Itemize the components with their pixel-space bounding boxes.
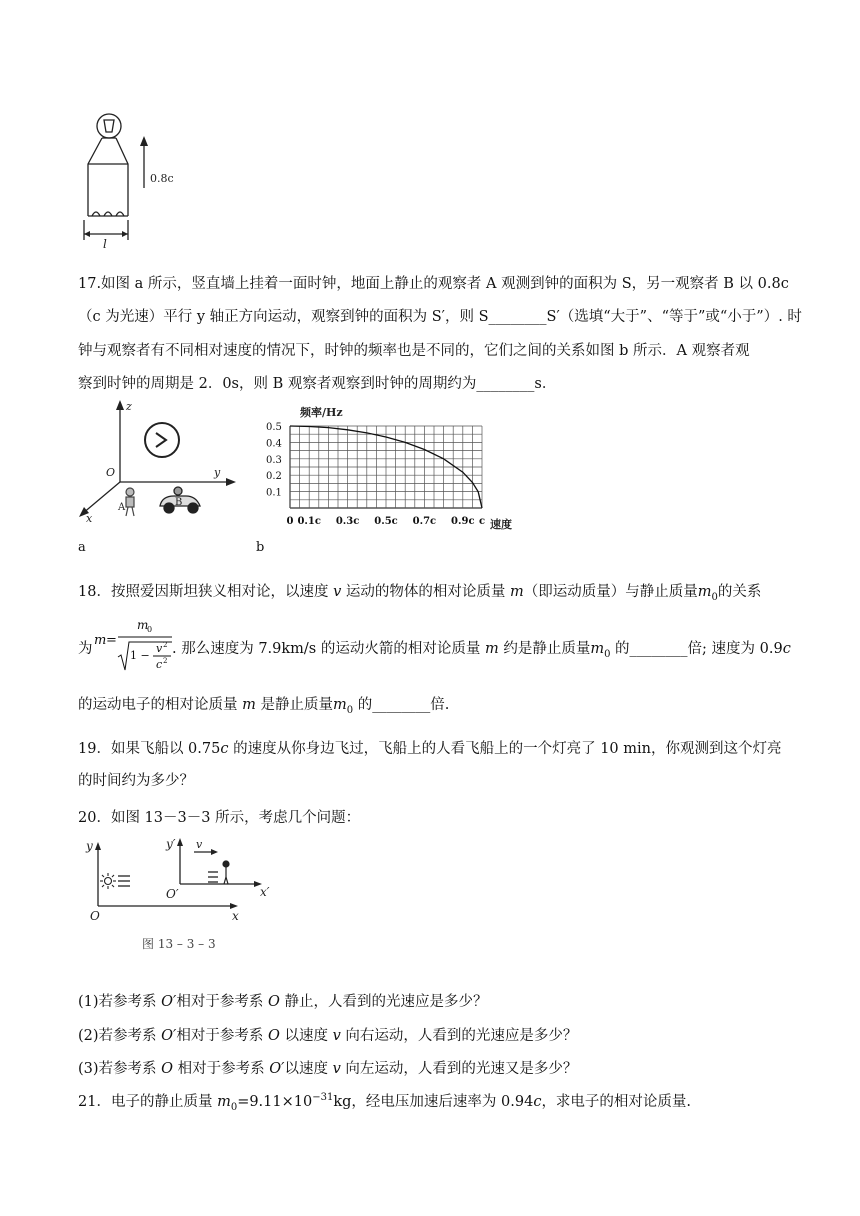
axis-y-label: y xyxy=(214,466,221,479)
figure-b-caption: b xyxy=(256,540,265,555)
chart-x-tick-label: 0.5c xyxy=(374,516,398,527)
q20-sub-3: (3)若参考系 O 相对于参考系 O′以速度 v 向左运动，人看到的光速又是多少？ xyxy=(78,1061,578,1077)
wall-clock-icon xyxy=(145,423,179,457)
observer-b-label: B xyxy=(175,497,183,508)
observer-a-label: A xyxy=(118,502,126,513)
svg-text:m: m xyxy=(94,633,107,648)
axis-x-label: x xyxy=(86,512,93,525)
rocket-figure xyxy=(76,108,186,248)
reference-frames-figure xyxy=(84,834,284,954)
svg-text:2: 2 xyxy=(163,657,168,665)
chart-x-tick-label: 0.1c xyxy=(297,516,321,527)
chart-x-tick-label: c xyxy=(478,516,486,527)
chart-y-tick-label: 0.2 xyxy=(266,471,282,483)
origin-label: O xyxy=(106,466,116,479)
svg-text:2: 2 xyxy=(163,641,168,649)
light-source-icon xyxy=(100,873,116,889)
chart-x-tick-label: 0.9c xyxy=(451,516,475,527)
svg-text:m: m xyxy=(137,618,149,632)
rocket-clock xyxy=(97,114,121,138)
axis-z-label: z xyxy=(126,400,132,413)
q20-sub-2: (2)若参考系 O′相对于参考系 O 以速度 v 向右运动，人看到的光速应是多少？ xyxy=(78,1028,578,1044)
svg-text:=: = xyxy=(106,633,117,648)
q19-line-1: 19．如果飞船以 0.75c 的速度从你身边飞过，飞船上的人看飞船上的一个灯亮了 10 min，你观测到这个灯亮 xyxy=(78,741,782,757)
q20-line-1: 20．如图 13－3－3 所示，考虑几个问题： xyxy=(78,810,361,826)
figure-13-3-3-caption: 图 13 – 3 – 3 xyxy=(142,937,216,951)
svg-text:0: 0 xyxy=(147,625,153,634)
svg-text:c: c xyxy=(156,658,163,671)
chart-y-tick-label: 0.3 xyxy=(266,454,282,466)
q20-sub-1: (1)若参考系 O′相对于参考系 O 静止，人看到的光速应是多少？ xyxy=(78,994,488,1010)
q19-line-2: 的时间约为多少？ xyxy=(78,773,194,789)
frame-o-y-label: y xyxy=(86,839,93,853)
figure-a-caption: a xyxy=(78,540,86,555)
rocket-speed-label: 0.8c xyxy=(150,172,174,185)
frame-o-prime-x-label: x′ xyxy=(260,885,270,899)
rocket-width-label: l xyxy=(103,237,107,248)
origin-o-label: O xyxy=(90,909,100,923)
chart-y-tick-label: 0.4 xyxy=(266,438,282,450)
relativistic-mass-formula xyxy=(92,612,176,674)
origin-o-prime-label: O′ xyxy=(166,887,179,901)
person-icon xyxy=(223,861,229,884)
q17-line-1: 17.如图 a 所示，竖直墙上挂着一面时钟，地面上静止的观察者 A 观测到钟的面积为 S，另一观察者 B 以 0.8c xyxy=(78,276,789,292)
svg-text:1 −: 1 − xyxy=(130,649,150,662)
q17-line-4: 察到时钟的周期是 2．0s，则 B 观察者观察到时钟的周期约为________s． xyxy=(78,376,557,392)
q21-line: 21．电子的静止质量 $m_0=9.11\times 10^{-31}kg$，经电压加速后速率为 0.94c，求电子的相对论质量. xyxy=(78,1092,692,1113)
q18-line-3: 的运动电子的相对论质量 m 是静止质量$m_0$ 的________倍. xyxy=(78,697,450,716)
q17-line-3: 钟与观察者有不同相对速度的情况下，时钟的频率也是不同的，它们之间的关系如图 b 所示．A 观察者观 xyxy=(78,343,750,359)
chart-y-tick-label: 0.5 xyxy=(266,422,282,433)
frame-o-prime-y-label: y′ xyxy=(166,837,176,851)
chart-y-axis-label: 频率/Hz xyxy=(300,406,343,419)
frequency-speed-chart xyxy=(256,400,526,536)
q18-line-2: . 那么速度为 7.9km/s 的运动火箭的相对论质量 m 约是静止质量$m_0$ 的________倍; 速度为 0.9c xyxy=(172,641,791,660)
frame-o-x-label: x xyxy=(232,909,239,923)
chart-x-tick-label: 0.7c xyxy=(412,516,437,527)
chart-x-tick-label: 0.3c xyxy=(335,516,360,527)
observer-a-icon xyxy=(126,488,134,516)
chart-x-axis-label: 速度 xyxy=(490,518,512,531)
chart-y-tick-label: 0.1 xyxy=(266,487,282,499)
q18-line-1: 18．按照爱因斯坦狭义相对论，以速度 v 运动的物体的相对论质量 m（即运动质量）与静止质量$m_0$的关系 xyxy=(78,584,762,603)
q17-line-2: （c 为光速）平行 y 轴正方向运动，观察到钟的面积为 S′，则 S________S′（选填“大于”、“等于”或“小于”）. 时 xyxy=(78,309,802,325)
velocity-v-label: v xyxy=(196,838,203,851)
velocity-arrow-icon xyxy=(140,136,148,146)
chart-x-tick-label: 0 xyxy=(286,516,294,527)
q18-line-2-prefix: 为 xyxy=(78,641,93,657)
figure-a xyxy=(76,396,246,532)
svg-text:v: v xyxy=(156,642,163,655)
